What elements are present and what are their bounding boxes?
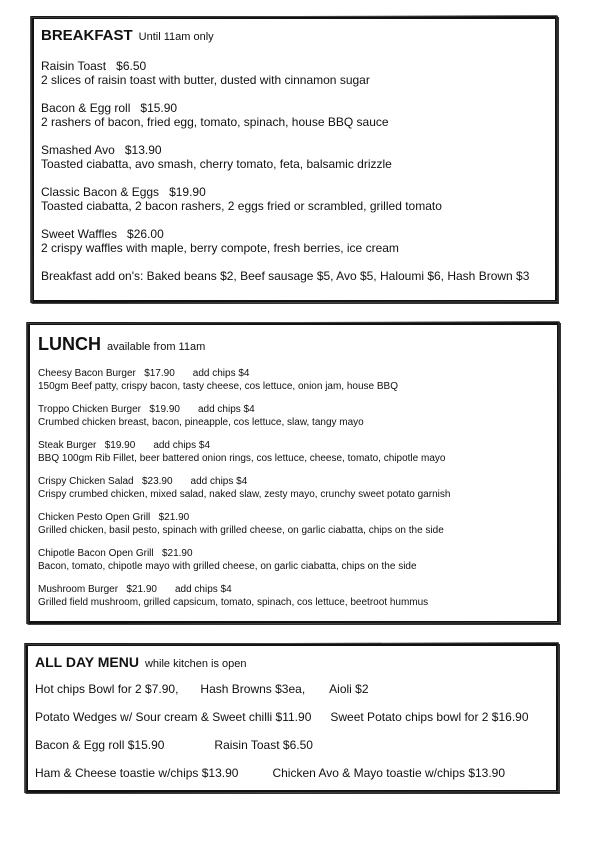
allday-item: Chicken Avo & Mayo toastie w/chips $13.90 <box>272 766 506 780</box>
menu-item-chipotle-bacon-open-grill <box>38 547 417 573</box>
item-name: Chipotle Bacon Open Grill <box>38 548 154 559</box>
menu-item-classic-bacon-eggs <box>41 185 442 213</box>
item-extra: add chips $4 <box>174 584 232 595</box>
allday-item: Ham & Cheese toastie w/chips $13.90 <box>35 766 239 780</box>
item-extra: add chips $4 <box>153 440 211 451</box>
breakfast-header <box>41 27 214 45</box>
lunch-header <box>38 334 205 355</box>
item-name: Sweet Waffles <box>41 227 118 241</box>
item-price: $21.90 <box>161 548 193 559</box>
menu-item-cheesy-bacon-burger <box>38 367 398 393</box>
allday-row <box>35 710 529 724</box>
menu-item-bacon-egg-roll <box>41 101 389 129</box>
item-name: Smashed Avo <box>41 143 115 157</box>
item-name: Mushroom Burger <box>38 584 119 595</box>
item-name: Bacon & Egg roll <box>41 101 131 115</box>
item-price: $23.90 <box>141 476 173 487</box>
item-description: Grilled chicken, basil pesto, spinach with grilled cheese, on garlic ciabatta, chips on the side <box>38 525 444 536</box>
allday-item: Sweet Potato chips bowl for 2 $16.90 <box>330 710 529 724</box>
item-name: Cheesy Bacon Burger <box>38 368 136 379</box>
item-description: Crumbed chicken breast, bacon, pineapple, cos lettuce, slaw, tangy mayo <box>38 417 364 428</box>
item-extra: add chips $4 <box>192 368 250 379</box>
all-day-menu-section <box>25 643 559 793</box>
allday-row <box>35 682 369 696</box>
allday-row <box>35 738 313 752</box>
item-description: 150gm Beef patty, crispy bacon, tasty cheese, cos lettuce, onion jam, house BBQ <box>38 381 399 392</box>
menu-item-troppo-chicken-burger <box>38 403 364 429</box>
menu-item-smashed-avo <box>41 143 392 171</box>
item-description: BBQ 100gm Rib Fillet, beer battered onion rings, cos lettuce, cheese, tomato, chipotle mayo <box>38 453 446 464</box>
item-price: $26.00 <box>127 227 164 241</box>
menu-item-chicken-pesto-open-grill <box>38 511 444 537</box>
item-name: Steak Burger <box>38 440 97 451</box>
lunch-subtitle: available from 11am <box>107 341 206 353</box>
item-price: $19.90 <box>104 440 136 451</box>
menu-item-raisin-toast <box>41 59 370 87</box>
allday-item: Hash Browns $3ea, <box>200 682 306 696</box>
item-description: Toasted ciabatta, 2 bacon rashers, 2 eggs fried or scrambled, grilled tomato <box>41 199 442 213</box>
item-description: 2 crispy waffles with maple, berry compote, fresh berries, ice cream <box>41 241 399 255</box>
allday-item: Raisin Toast $6.50 <box>214 738 313 752</box>
item-price: $19.90 <box>149 404 180 415</box>
item-price: $21.90 <box>126 584 157 595</box>
item-name: Raisin Toast <box>41 59 107 73</box>
item-description: Grilled field mushroom, grilled capsicum, tomato, spinach, cos lettuce, beetroot hummus <box>38 597 429 608</box>
menu-item-steak-burger <box>38 439 445 465</box>
allday-item: Hot chips Bowl for 2 $7.90, <box>35 682 179 696</box>
item-description: Toasted ciabatta, avo smash, cherry tomato, feta, balsamic drizzle <box>41 157 392 171</box>
allday-item: Potato Wedges w/ Sour cream & Sweet chilli $11.90 <box>35 710 312 724</box>
item-name: Crispy Chicken Salad <box>38 476 134 487</box>
item-price: $6.50 <box>116 59 147 73</box>
item-extra: add chips $4 <box>197 404 255 415</box>
item-price: $17.90 <box>144 368 175 379</box>
item-name: Classic Bacon & Eggs <box>41 185 160 199</box>
allday-item: Bacon & Egg roll $15.90 <box>35 738 165 752</box>
menu-item-sweet-waffles <box>41 227 399 255</box>
item-name: Troppo Chicken Burger <box>38 404 142 415</box>
breakfast-title: BREAKFAST <box>41 27 133 44</box>
menu-item-crispy-chicken-salad <box>38 475 450 501</box>
item-price: $21.90 <box>158 512 190 523</box>
item-price: $13.90 <box>124 143 162 157</box>
item-description: Crispy crumbed chicken, mixed salad, naked slaw, zesty mayo, crunchy sweet potato garnish <box>38 489 451 500</box>
item-description: Bacon, tomato, chipotle mayo with grilled cheese, on garlic ciabatta, chips on the side <box>38 561 417 572</box>
allday-row <box>35 766 505 780</box>
allday-title: ALL DAY MENU <box>35 654 139 670</box>
item-description: 2 slices of raisin toast with butter, dusted with cinnamon sugar <box>41 73 370 87</box>
allday-item: Aioli $2 <box>329 682 369 696</box>
lunch-title: LUNCH <box>38 334 101 354</box>
lunch-section <box>27 322 560 624</box>
item-extra: add chips $4 <box>190 476 248 487</box>
allday-subtitle: while kitchen is open <box>144 658 247 670</box>
item-description: 2 rashers of bacon, fried egg, tomato, spinach, house BBQ sauce <box>41 115 389 129</box>
item-price: $15.90 <box>140 101 178 115</box>
item-name: Chicken Pesto Open Grill <box>38 512 151 523</box>
menu-item-mushroom-burger <box>38 583 428 609</box>
allday-header <box>35 654 247 672</box>
breakfast-subtitle: Until 11am only <box>138 31 214 43</box>
breakfast-addons: Breakfast add on's: Baked beans $2, Beef sausage $5, Avo $5, Haloumi $6, Hash Brown $3 <box>41 269 530 283</box>
item-price: $19.90 <box>169 185 206 199</box>
breakfast-section <box>31 16 558 303</box>
